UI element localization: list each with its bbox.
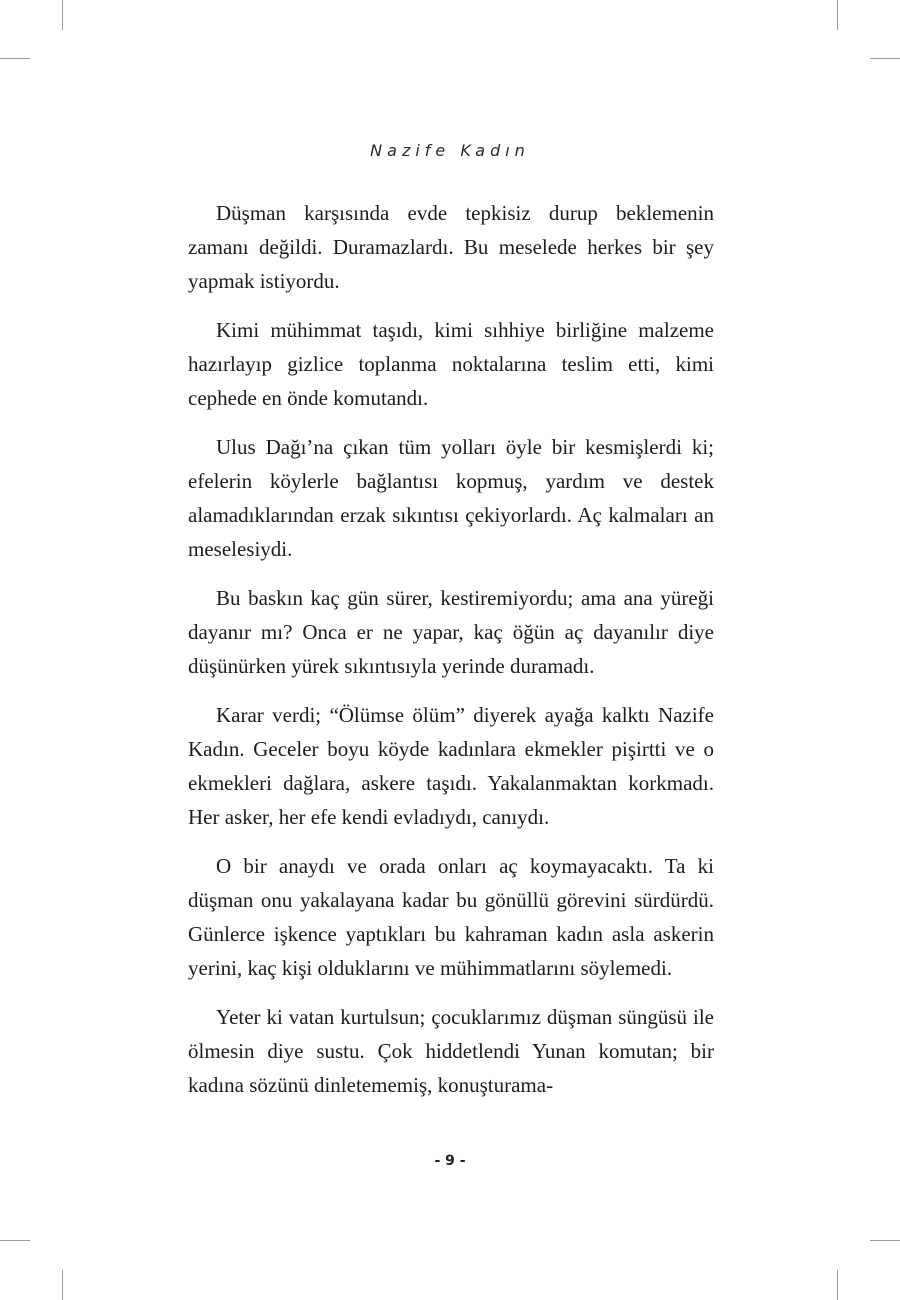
paragraph: Yeter ki vatan kurtulsun; çocuklarımız düşman süngüsü ile ölmesin diye sustu. Çok hiddetlendi Yunan komutan; bir kadına sözünü dinletememiş, konuşturama- — [188, 1005, 714, 1097]
paragraph: Ulus Dağı’na çıkan tüm yolları öyle bir kesmişlerdi ki; efelerin köylerle bağlantısı kopmuş, yardım ve destek alamadıklarından erzak sıkıntısı çekiyorlardı. Aç kalmaları an meselesiydi. — [188, 435, 714, 561]
crop-mark-right-bottom — [870, 1240, 900, 1241]
crop-mark-bottom-left — [62, 1270, 63, 1300]
body-text — [188, 196, 714, 1117]
crop-mark-top-left — [62, 0, 63, 30]
paragraph: Bu baskın kaç gün sürer, kestiremiyordu; ama ana yüreği dayanır mı? Onca er ne yapar, kaç öğün aç dayanılır diye düşünürken yürek sıkıntısıyla yerinde duramadı. — [188, 586, 714, 678]
crop-mark-left-top — [0, 58, 30, 59]
paragraph: Kimi mühimmat taşıdı, kimi sıhhiye birliğine malzeme hazırlayıp gizlice toplanma noktalarına teslim etti, kimi cephede en önde komutandı. — [188, 318, 714, 410]
paragraph: Karar verdi; “Ölümse ölüm” diyerek ayağa kalktı Nazife Kadın. Geceler boyu köyde kadınlara ekmekler pişirtti ve o ekmekleri dağlara, askere taşıdı. Yakalanmaktan korkmadı. Her asker, her efe kendi evladıydı, canıydı. — [188, 703, 714, 829]
crop-mark-bottom-right — [837, 1270, 838, 1300]
paragraph: O bir anaydı ve orada onları aç koymayacaktı. Ta ki düşman onu yakalayana kadar bu gönüllü görevini sürdürdü. Günlerce işkence yaptıkları bu kahraman kadın asla askerin yerini, kaç kişi olduklarını ve mühimmatlarını söylemedi. — [188, 854, 714, 980]
crop-mark-left-bottom — [0, 1240, 30, 1241]
running-title: Nazife Kadın — [370, 141, 530, 160]
crop-mark-top-right — [837, 0, 838, 30]
crop-mark-right-top — [870, 58, 900, 59]
page-number: - 9 - — [434, 1153, 466, 1169]
paragraph: Düşman karşısında evde tepkisiz durup beklemenin zamanı değildi. Duramazlardı. Bu meselede herkes bir şey yapmak istiyordu. — [188, 201, 714, 293]
